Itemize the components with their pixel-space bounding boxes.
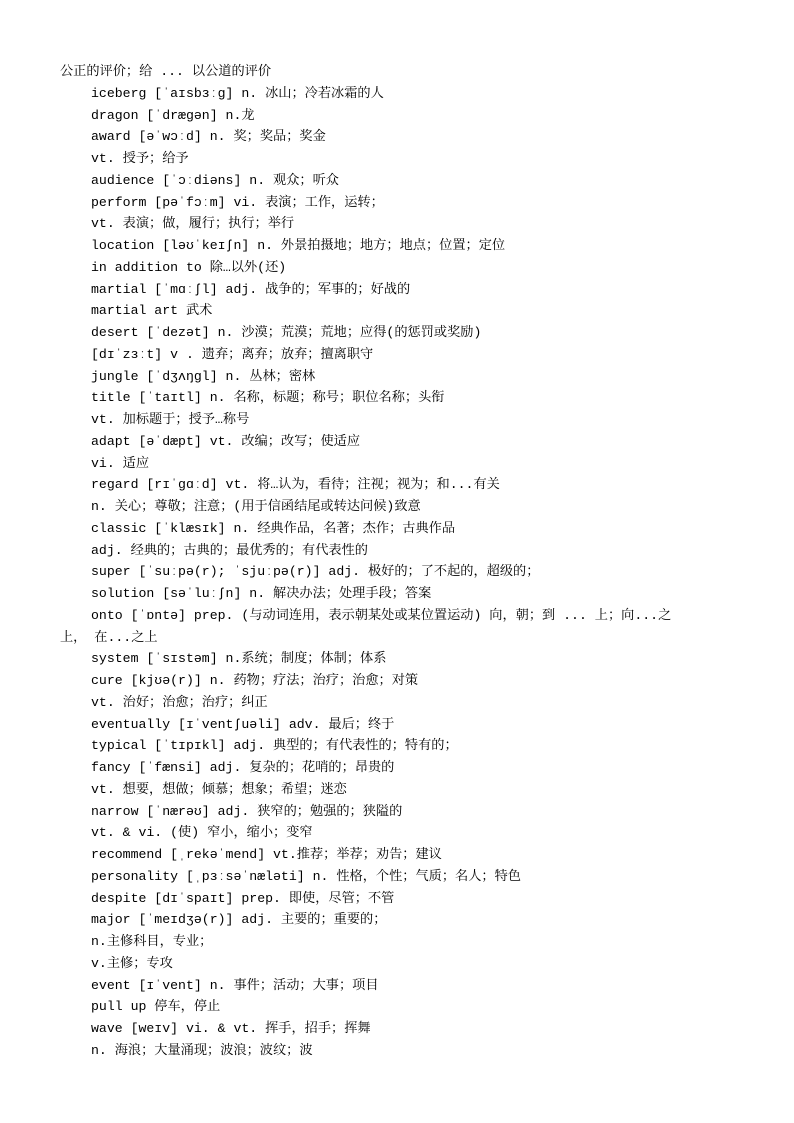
- text-line: martial [ˈmɑːʃl] adj. 战争的；军事的；好战的: [91, 281, 411, 297]
- text-line: typical [ˈtɪpɪkl] adj. 典型的；有代表性的；特有的；: [91, 738, 458, 754]
- text-line: 公正的评价；给 ... 以公道的评价: [60, 64, 272, 79]
- text-line: vt. 授予；给予: [91, 151, 189, 166]
- text-line: regard [rɪˈɡɑːd] vt. 将…认为，看待；注视；视为；和...有关: [91, 477, 500, 493]
- text-line: personality [ˌpɜːsəˈnæləti] n. 性格，个性；气质；名人；特色: [91, 868, 521, 884]
- text-line: desert [ˈdezət] n. 沙漠；荒漠；荒地；应得(的惩罚或奖励): [91, 325, 482, 340]
- text-line: vt. & vi. (使) 窄小，缩小；变窄: [91, 825, 313, 841]
- text-line: adj. 经典的；古典的；最优秀的；有代表性的: [91, 542, 368, 558]
- text-line: jungle [ˈdʒʌŋɡl] n. 丛林；密林: [91, 368, 316, 384]
- text-line: perform [pəˈfɔːm] vi. 表演；工作，运转；: [91, 194, 384, 210]
- text-line: iceberg [ˈaɪsbɜːɡ] n. 冰山；冷若冰霜的人: [91, 85, 384, 101]
- text-line: event [ɪˈvent] n. 事件；活动；大事；项目: [91, 977, 379, 993]
- text-line: eventually [ɪˈventʃuəli] adv. 最后；终于: [91, 716, 395, 732]
- text-line: v.主修；专攻: [91, 955, 173, 971]
- text-line: onto [ˈɒntə] prep. (与动词连用，表示朝某处或某位置运动) 向，朝；到 ... 上；向...之: [91, 607, 672, 623]
- text-line: narrow [ˈnærəʊ] adj. 狭窄的；勉强的；狭隘的: [91, 803, 403, 819]
- text-line: despite [dɪˈspaɪt] prep. 即使，尽管；不管: [91, 890, 395, 906]
- text-line: audience [ˈɔːdiəns] n. 观众；听众: [91, 172, 339, 188]
- text-line: fancy [ˈfænsi] adj. 复杂的；花哨的；昂贵的: [91, 760, 395, 775]
- text-line: system [ˈsɪstəm] n.系统；制度；体制；体系: [91, 651, 387, 667]
- text-line: award [əˈwɔːd] n. 奖；奖品；奖金: [91, 129, 326, 145]
- text-line: [dɪˈzɜːt] v . 遗弃；离弃；放弃；擅离职守: [91, 346, 374, 362]
- text-line: vi. 适应: [91, 455, 150, 471]
- text-line: in addition to 除…以外(还): [91, 259, 287, 275]
- text-line: recommend [ˌrekəˈmend] vt.推荐；举荐；劝告；建议: [91, 847, 442, 862]
- text-line: n. 海浪；大量涌现；波浪；波纹；波: [91, 1042, 313, 1058]
- text-line: pull up 停车，停止: [91, 999, 221, 1015]
- text-line: dragon [ˈdræɡən] n.龙: [91, 107, 255, 123]
- text-line: 上， 在...之上: [60, 629, 158, 645]
- text-line: location [ləʊˈkeɪʃn] n. 外景拍摄地；地方；地点；位置；定位: [91, 238, 506, 253]
- text-line: vt. 治好；治愈；治疗；纠正: [91, 694, 268, 710]
- text-line: classic [ˈklæsɪk] n. 经典作品，名著；杰作；古典作品: [91, 520, 456, 536]
- text-line: wave [weɪv] vi. & vt. 挥手，招手；挥舞: [91, 1021, 371, 1036]
- text-line: major [ˈmeɪdʒə(r)] adj. 主要的；重要的；: [91, 912, 387, 928]
- document-page: [60, 61, 760, 1062]
- text-line: martial art 武术: [91, 303, 213, 319]
- text-line: cure [kjʊə(r)] n. 药物；疗法；治疗；治愈；对策: [91, 673, 419, 688]
- text-line: vt. 想要，想做；倾慕；想象；希望；迷恋: [91, 781, 347, 797]
- text-line: n. 关心；尊敬；注意；(用于信函结尾或转达问候)致意: [91, 499, 421, 514]
- text-line: solution [səˈluːʃn] n. 解决办法；处理手段；答案: [91, 586, 432, 601]
- text-line: vt. 加标题于；授予…称号: [91, 412, 250, 427]
- text-line: adapt [əˈdæpt] vt. 改编；改写；使适应: [91, 433, 361, 449]
- text-line: vt. 表演；做，履行；执行；举行: [91, 216, 295, 232]
- text-line: super [ˈsuːpə(r); ˈsjuːpə(r)] adj. 极好的；了不起的，超级的；: [91, 564, 540, 580]
- text-line: title [ˈtaɪtl] n. 名称，标题；称号；职位名称；头衔: [91, 390, 445, 406]
- text-line: n.主修科目，专业；: [91, 934, 213, 949]
